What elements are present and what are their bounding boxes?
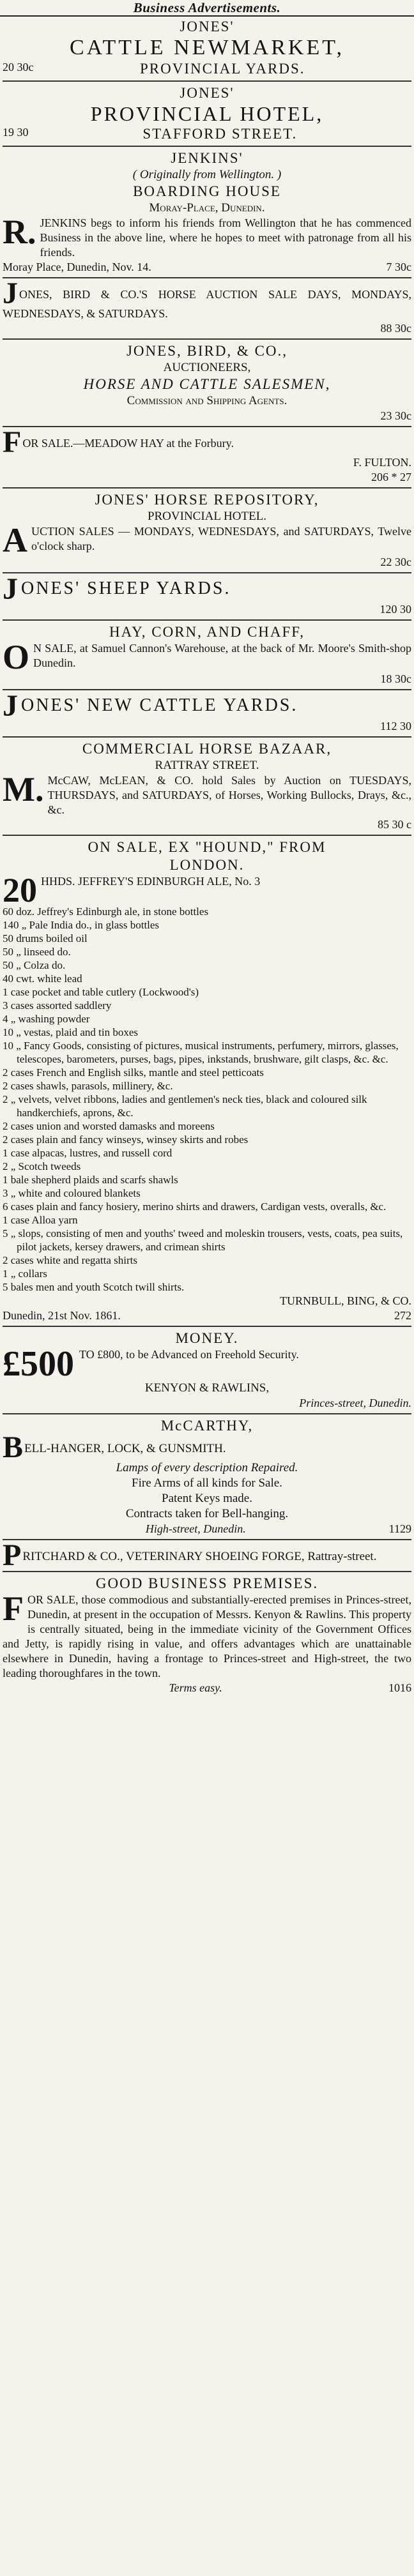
ad-address: Moray-Place, Dunedin. xyxy=(149,201,265,215)
ad-horse-auction-days xyxy=(3,277,411,336)
goods-list-item: 50 „ linseed do. xyxy=(3,946,71,958)
goods-list-item: 5 „ slops, consisting of men and youths' tweed and moleskin trousers, vests, coats, pea suits, pilot jackets, kersey drawers, and crimean shirts xyxy=(3,1227,403,1253)
ad-provincial-hotel xyxy=(3,84,411,143)
ad-new-cattle-yards xyxy=(3,689,411,734)
ad-subline: PROVINCIAL YARDS. xyxy=(140,61,305,77)
ad-body xyxy=(3,638,411,676)
ad-title: JONES, BIRD, & CO., xyxy=(126,343,288,359)
ad-body-text: TO £800, to be Advanced on Freehold Security. xyxy=(79,1348,299,1361)
ad-terms: Terms easy. xyxy=(169,1681,222,1694)
ad-business-premises xyxy=(3,1575,411,1695)
ad-body-text: UCTION SALES — MONDAYS, WEDNESDAYS, and SATURDAYS, Twelve o'clock sharp. xyxy=(31,525,411,552)
ad-code: 85 30 c xyxy=(378,818,411,831)
divider xyxy=(3,736,411,738)
goods-list xyxy=(3,905,411,1294)
goods-list-item: 10 „ vestas, plaid and tin boxes xyxy=(3,1026,138,1038)
ad-body xyxy=(3,277,411,321)
ad-meadow-hay xyxy=(3,425,411,485)
ad-subline: Commission and Shipping Agents. xyxy=(126,394,288,407)
goods-list-item: 50 „ Colza do. xyxy=(3,959,66,971)
goods-list-item: 1 bale shepherd plaids and scarfs shawls xyxy=(3,1174,178,1186)
goods-list-item: 3 cases assorted saddlery xyxy=(3,999,112,1011)
ad-body-text: ONES, BIRD & CO.'S HORSE AUCTION SALE DAYS, MONDAYS, WEDNESDAYS, & SATURDAYS. xyxy=(3,288,411,320)
amount: £500 xyxy=(3,1344,74,1384)
goods-list-item: 1 case pocket and table cutlery (Lockwood's) xyxy=(3,986,199,998)
drop-capital: O xyxy=(3,638,30,676)
divider xyxy=(3,835,411,836)
divider xyxy=(3,487,411,489)
ad-signature: KENYON & RAWLINS, xyxy=(144,1381,270,1395)
ad-signature: TURNBULL, BING, & CO. xyxy=(280,1294,411,1307)
goods-list-item: 3 „ white and coloured blankets xyxy=(3,1187,141,1199)
ad-headline: PROVINCIAL HOTEL, xyxy=(90,102,324,125)
ad-cattle-newmarket xyxy=(3,18,411,78)
ad-headline: BOARDING HOUSE xyxy=(133,183,281,199)
goods-list-item: 2 cases union and worsted damasks and moreens xyxy=(3,1120,215,1132)
ad-title: JONES' xyxy=(180,85,234,101)
ad-headline xyxy=(3,689,411,723)
ad-line: Fire Arms of all kinds for Sale. xyxy=(132,1476,282,1490)
divider xyxy=(3,1413,411,1414)
ad-title: GOOD BUSINESS PREMISES. xyxy=(95,1575,319,1591)
ad-footer-row xyxy=(3,455,411,470)
ad-title: MONEY. xyxy=(175,1330,239,1346)
goods-list-item: 2 cases shawls, parasols, millinery, &c. xyxy=(3,1080,173,1092)
ad-headline: CATTLE NEWMARKET, xyxy=(70,36,344,59)
goods-list-item: 10 „ Fancy Goods, consisting of pictures, musical instruments, perfumery, mirrors, glasses, telescopes, barometers, purses, bags, pipes, inkstands, brushware, gilt clasps, &c. &c. xyxy=(3,1040,399,1065)
ad-body xyxy=(3,770,411,817)
ad-code: 19 30 xyxy=(3,126,29,139)
ad-footer-row xyxy=(3,1308,411,1323)
drop-capital: R. xyxy=(3,213,36,251)
divider xyxy=(3,426,411,427)
ad-footer-row xyxy=(3,1522,411,1536)
divider xyxy=(3,1539,411,1540)
ad-body-text: ELL-HANGER, LOCK, & GUNSMITH. xyxy=(24,1442,226,1455)
drop-capital: B xyxy=(3,1430,24,1464)
drop-capital: M. xyxy=(3,770,44,808)
ad-code: 120 30 xyxy=(379,603,411,616)
goods-list-item: 2 „ Scotch tweeds xyxy=(3,1160,81,1172)
ad-signature: F. FULTON. xyxy=(353,456,411,469)
ad-footer-row xyxy=(3,260,411,275)
divider xyxy=(3,572,411,573)
goods-list-item: 4 „ washing powder xyxy=(3,1013,90,1025)
ad-on-sale-ex-hound xyxy=(3,838,411,1323)
ad-body-text: McCAW, McLEAN, & CO. hold Sales by Auction on TUESDAYS, THURSDAYS, and SATURDAYS, of Horses, Working Bullocks, Drays, &c., &c. xyxy=(47,774,411,816)
ad-line: Contracts taken for Bell-hanging. xyxy=(125,1507,289,1520)
ad-code: 23 30c xyxy=(380,409,411,422)
divider xyxy=(3,277,411,278)
ad-title: McCARTHY, xyxy=(160,1418,254,1434)
ad-body xyxy=(3,1589,411,1681)
goods-list-item: 1 case alpacas, lustres, and russell cord xyxy=(3,1147,172,1159)
ad-subline: STAFFORD STREET. xyxy=(142,126,298,142)
goods-list-item: 60 doz. Jeffrey's Edinburgh ale, in stone bottles xyxy=(3,905,209,918)
ad-body-text: ONES' SHEEP YARDS. xyxy=(21,579,231,598)
goods-list-item: 2 cases plain and fancy winseys, winsey skirts and robes xyxy=(3,1133,249,1146)
ad-headline xyxy=(3,1430,411,1464)
ad-body xyxy=(3,871,411,909)
ad-body xyxy=(3,213,411,260)
ad-subline: LONDON. xyxy=(169,857,245,873)
divider xyxy=(3,146,411,147)
ad-mccarthy-gunsmith xyxy=(3,1417,411,1536)
drop-capital: A xyxy=(3,521,27,559)
ad-title: JENKINS' xyxy=(171,150,243,166)
ad-code: 1129 xyxy=(388,1522,411,1535)
ad-body xyxy=(3,1538,411,1572)
ad-hay-corn-chaff xyxy=(3,623,411,686)
ad-body-text: JENKINS begs to inform his friends from Wellington that he has commenced Business in the above line, where he hopes to meet with patronage from all his friends. xyxy=(40,216,411,259)
drop-capital: J xyxy=(3,572,20,606)
ad-body xyxy=(3,1344,411,1384)
ad-subline: RATTRAY STREET. xyxy=(155,759,259,772)
ad-code: 206 * 27 xyxy=(371,471,411,483)
ad-title: JONES' xyxy=(180,19,234,34)
ad-code: 1016 xyxy=(388,1681,411,1694)
drop-capital: P xyxy=(3,1538,22,1572)
drop-capital: J xyxy=(3,277,18,310)
ad-title: COMMERCIAL HORSE BAZAAR, xyxy=(82,741,332,757)
drop-capital: 20 xyxy=(3,871,37,909)
ad-code: 7 30c xyxy=(386,261,411,273)
ad-footer-row xyxy=(3,60,411,78)
goods-list-item: 50 drums boiled oil xyxy=(3,932,88,944)
divider xyxy=(3,689,411,690)
ad-title: HAY, CORN, AND CHAFF, xyxy=(109,624,305,640)
ad-horse-bazaar xyxy=(3,740,411,832)
ad-body-text: OR SALE.—MEADOW HAY at the Forbury. xyxy=(22,437,234,450)
goods-list-item: 2 „ velvets, velvet ribbons, ladies and gentlemen's neck ties, black and coloured silk handkerchiefs, aprons, &c. xyxy=(3,1093,367,1119)
ad-line: Lamps of every description Repaired. xyxy=(116,1461,298,1474)
goods-list-item: 40 cwt. white lead xyxy=(3,973,82,985)
ad-title: ON SALE, EX "HOUND," FROM xyxy=(88,839,326,855)
drop-capital: F xyxy=(3,1589,24,1628)
ad-body-text: RITCHARD & CO., VETERINARY SHOEING FORGE, Rattray-street. xyxy=(22,1550,377,1563)
ad-code: 22 30c xyxy=(380,556,411,568)
ad-signature: Moray Place, Dunedin, Nov. 14. xyxy=(3,261,151,273)
ad-line: Patent Keys made. xyxy=(162,1492,252,1505)
goods-list-item: 1 case Alloa yarn xyxy=(3,1214,78,1226)
goods-list-item: 2 cases white and regatta shirts xyxy=(3,1254,138,1266)
drop-capital: F xyxy=(3,425,22,459)
ad-footer-row xyxy=(3,125,411,143)
ad-headline xyxy=(3,572,411,606)
ad-footer-row xyxy=(3,1681,411,1695)
ad-body-text: OR SALE, those commodious and substantially-erected premises in Princes-street, Dunedin, at present in the occupation of Messrs. Kenyon & Rawlins. This property is centrally situated, being in the immediate vicinity of the Government Offices and Jetty, is rapidly rising in value, and offers advantages which are unattainable elsewhere in Dunedin, having a frontage to Princes-street and High-street, the two leading thoroughfares in the town. xyxy=(3,1593,411,1679)
goods-list-item: 140 „ Pale India do., in glass bottles xyxy=(3,919,160,931)
ad-subline: AUCTIONEERS, xyxy=(163,361,251,374)
ad-code: 88 30c xyxy=(380,322,411,335)
ad-headline: HORSE AND CATTLE SALESMEN, xyxy=(83,376,331,392)
ad-body-text: N SALE, at Samuel Cannon's Warehouse, at the back of Mr. Moore's Smith-shop Dunedin. xyxy=(33,642,411,669)
divider xyxy=(3,619,411,621)
goods-list-item: 2 cases French and English silks, mantle and steel petticoats xyxy=(3,1066,264,1079)
divider xyxy=(3,80,411,82)
ad-body xyxy=(3,521,411,559)
ad-code: 18 30c xyxy=(380,672,411,685)
ad-horse-repository xyxy=(3,491,411,570)
ad-note: ( Originally from Wellington. ) xyxy=(132,168,282,181)
ad-address: Princes-street, Dunedin. xyxy=(299,1397,411,1409)
divider xyxy=(3,338,411,340)
divider xyxy=(3,1571,411,1572)
ad-money xyxy=(3,1330,411,1411)
ad-body-text: ONES' NEW CATTLE YARDS. xyxy=(21,695,298,715)
ad-subline: PROVINCIAL HOTEL. xyxy=(147,510,267,523)
ad-date: Dunedin, 21st Nov. 1861. xyxy=(3,1309,121,1322)
ad-title: JONES' HORSE REPOSITORY, xyxy=(95,492,319,508)
ad-jenkins-boarding-house xyxy=(3,149,411,275)
masthead: Business Advertisements. xyxy=(0,0,414,17)
divider xyxy=(3,1326,411,1327)
drop-capital: J xyxy=(3,689,20,723)
goods-list-item: 6 cases plain and fancy hosiery, merino shirts and drawers, Cardigan vests, overalls, &c. xyxy=(3,1201,387,1213)
goods-list-item: 1 „ collars xyxy=(3,1268,47,1280)
ad-code: 20 30c xyxy=(3,61,34,73)
ad-code: 112 30 xyxy=(380,720,411,732)
ad-pritchard-forge xyxy=(3,1538,411,1572)
ad-address: High-street, Dunedin. xyxy=(145,1522,246,1535)
ad-jones-bird-auctioneers xyxy=(3,342,411,423)
ad-code: 272 xyxy=(394,1309,411,1322)
ad-sheep-yards xyxy=(3,572,411,617)
ads-column xyxy=(3,18,411,2576)
ad-body xyxy=(3,425,411,459)
ad-body-text: HHDS. JEFFREY'S EDINBURGH ALE, No. 3 xyxy=(41,875,261,888)
goods-list-item: 5 bales men and youth Scotch twill shirts. xyxy=(3,1281,185,1293)
